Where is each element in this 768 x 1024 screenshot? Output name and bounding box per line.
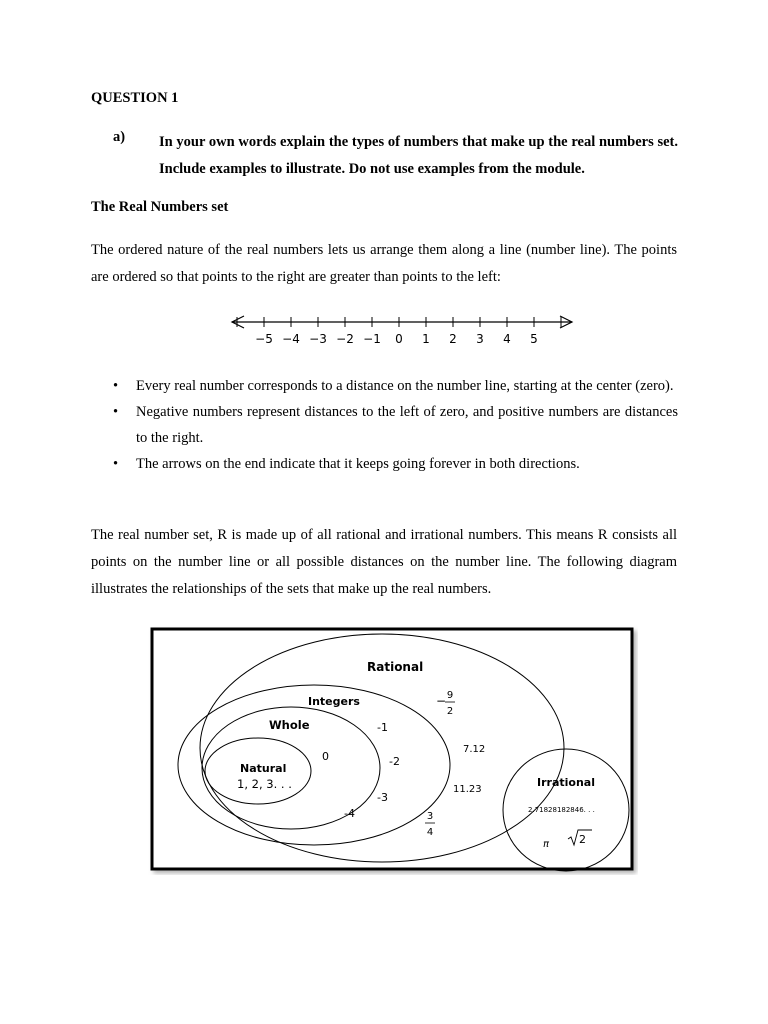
number-line-label: 2 (449, 332, 457, 346)
part-label: a) (113, 129, 126, 145)
fraction-denominator: 4 (426, 827, 434, 838)
natural-label: Natural (240, 762, 287, 775)
natural-examples: 1, 2, 3. . . (237, 777, 292, 791)
whole-example: 0 (322, 750, 329, 763)
intro-paragraph: The ordered nature of the real numbers lets us arrange them along a line (number line). The points are ordered so that points to the right are greater than points to the left: (91, 242, 677, 285)
irrational-decimal: 2.71828182846. . . (528, 806, 595, 814)
integers-label: Integers (308, 695, 360, 708)
closing-paragraph: The real number set, R is made up of all rational and irrational numbers. This means R consists all points on the number line or all possible distances on the number line. The following diagram illustrates the relationships of the sets that make up the real numbers. (91, 527, 677, 597)
number-line-label: −1 (363, 332, 381, 346)
number-line-label: −2 (336, 332, 354, 346)
rational-label: Rational (367, 660, 424, 674)
bullet-icon: • (113, 456, 119, 472)
bullet-text: The arrows on the end indicate that it keeps going forever in both directions. (136, 456, 580, 472)
part-instructions: In your own words explain the types of numbers that make up the real numbers set. Include examples to illustrate. Do not use examples from the module. (159, 134, 678, 177)
number-line-label: −3 (309, 332, 327, 346)
root-radicand: 2 (579, 833, 586, 846)
list-item (113, 451, 678, 477)
bullet-icon: • (113, 404, 119, 420)
bullet-text: Every real number corresponds to a distance on the number line, starting at the center (zero). (136, 378, 674, 394)
fraction-denominator: 2 (446, 706, 454, 717)
bullet-list (113, 373, 678, 477)
number-line-label: 0 (395, 332, 403, 346)
list-item (113, 399, 678, 451)
number-line-labels (255, 332, 538, 346)
number-line-label: 1 (422, 332, 430, 346)
number-line-label: 3 (476, 332, 484, 346)
pi-symbol: π (543, 839, 550, 850)
integer-example: -1 (377, 721, 388, 734)
whole-label: Whole (269, 718, 310, 732)
fraction-numerator: 9 (446, 690, 454, 701)
bullet-text: Negative numbers represent distances to the left of zero, and positive numbers are distances to the right. (136, 404, 678, 446)
bullet-icon: • (113, 378, 119, 394)
fraction-sign: − (436, 694, 447, 708)
integer-example: -4 (344, 807, 355, 820)
number-line-label: 5 (530, 332, 538, 346)
real-numbers-venn-diagram (148, 625, 638, 875)
number-line (228, 310, 578, 350)
irrational-label: Irrational (537, 776, 595, 789)
integer-example: -3 (377, 791, 388, 804)
rational-decimal: 11.23 (453, 784, 482, 795)
fraction-numerator: 3 (426, 811, 434, 822)
rational-decimal: 7.12 (463, 744, 486, 755)
list-item (113, 373, 678, 399)
number-line-label: −5 (255, 332, 273, 346)
integer-example: -2 (389, 755, 400, 768)
question-title: QUESTION 1 (91, 90, 179, 106)
number-line-label: 4 (503, 332, 511, 346)
section-title: The Real Numbers set (91, 199, 229, 215)
number-line-label: −4 (282, 332, 300, 346)
